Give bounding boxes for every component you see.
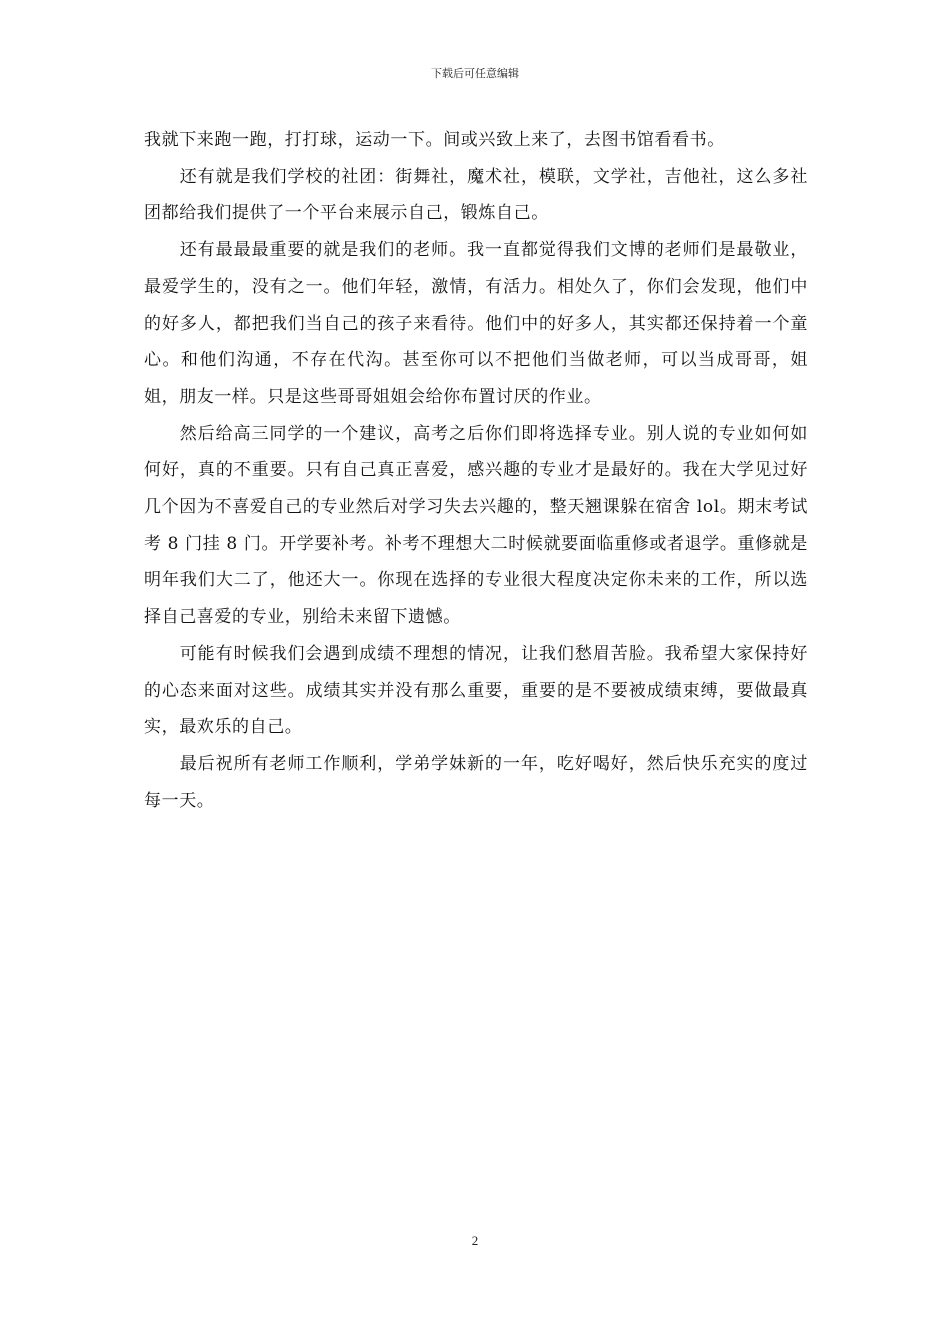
paragraph: 还有就是我们学校的社团：街舞社，魔术社，模联，文学社，吉他社，这么多社团都给我们提供了一个平台来展示自己，锻炼自己。 [144,166,808,224]
paragraph: 我就下来跑一跑，打打球，运动一下。间或兴致上来了，去图书馆看看书。 [144,130,725,150]
paragraph: 最后祝所有老师工作顺利，学弟学妹新的一年，吃好喝好，然后快乐充实的度过每一天。 [144,753,808,811]
paragraph: 还有最最最重要的就是我们的老师。我一直都觉得我们文博的老师们是最敬业，最爱学生的，没有之一。他们年轻，激情，有活力。相处久了，你们会发现，他们中的好多人，都把我们当自己的孩子来看待。他们中的好多人，其实都还保持着一个童心。和他们沟通，不存在代沟。甚至你可以不把他们当做老师，可以当成哥哥，姐姐，朋友一样。只是这些哥哥姐姐会给你布置讨厌的作业。 [144,240,808,407]
paragraph: 可能有时候我们会遇到成绩不理想的情况，让我们愁眉苦脸。我希望大家保持好的心态来面对这些。成绩其实并没有那么重要，重要的是不要被成绩束缚，要做最真实，最欢乐的自己。 [144,643,808,738]
body-text [144,122,808,819]
page-number: 2 [471,1233,479,1248]
paragraph: 然后给高三同学的一个建议，高考之后你们即将选择专业。别人说的专业如何如何好，真的不重要。只有自己真正喜爱，感兴趣的专业才是最好的。我在大学见过好几个因为不喜爱自己的专业然后对学习失去兴趣的，整天翘课躲在宿舍 lol。期末考试考 8 门挂 8 门。开学要补考。补考不理想大二时候就要面临重修或者退学。重修就是明年我们大二了，他还大一。你现在选择的专业很大程度决定你未来的工作，所以选择自己喜爱的专业，别给未来留下遗憾。 [144,423,808,628]
header-note: 下载后可任意编辑 [431,67,519,80]
